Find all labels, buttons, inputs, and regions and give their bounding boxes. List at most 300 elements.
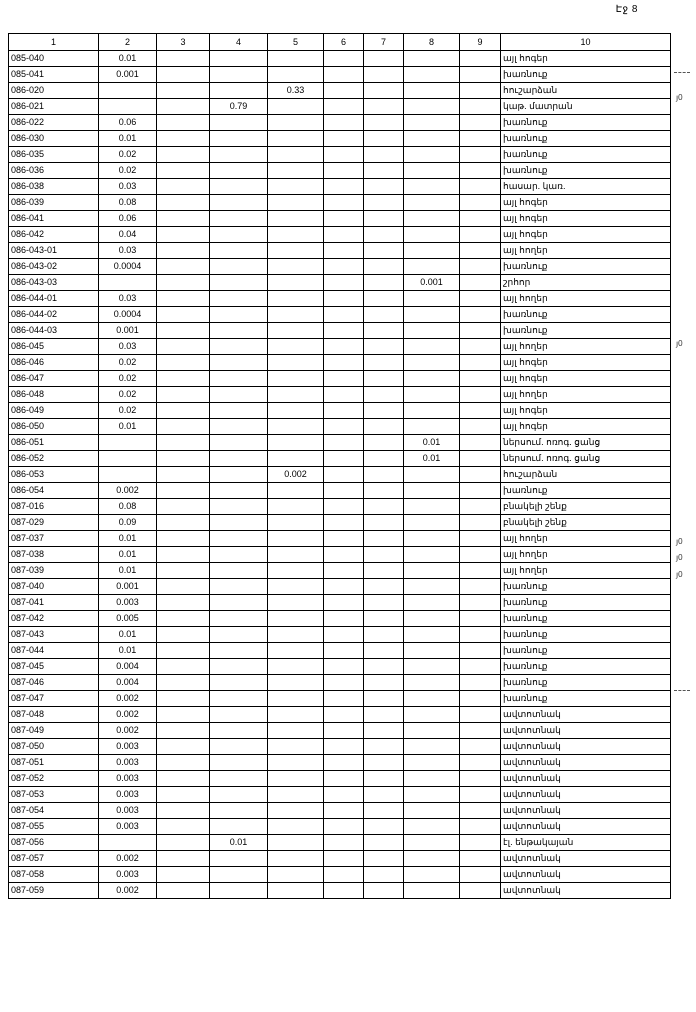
cell-parcel-code: 087-040 <box>9 579 99 595</box>
cell-value-2: 0.03 <box>99 179 157 195</box>
cell-parcel-code: 087-044 <box>9 643 99 659</box>
cell-value-2: 0.02 <box>99 403 157 419</box>
cell-parcel-code: 086-043-01 <box>9 243 99 259</box>
cell-parcel-code: 087-048 <box>9 707 99 723</box>
cell-value-3 <box>157 499 210 515</box>
table-row <box>9 131 671 147</box>
cell-value-7 <box>364 67 404 83</box>
cell-description: խառնուք <box>501 643 671 659</box>
cell-value-5 <box>268 51 324 67</box>
cell-value-6 <box>324 867 364 883</box>
cell-value-8 <box>404 83 460 99</box>
cell-value-7 <box>364 419 404 435</box>
cell-value-2: 0.003 <box>99 867 157 883</box>
table-row <box>9 451 671 467</box>
cell-value-5 <box>268 499 324 515</box>
cell-value-8 <box>404 67 460 83</box>
cell-value-8 <box>404 51 460 67</box>
cell-value-4 <box>210 707 268 723</box>
column-header-8: 8 <box>404 34 460 51</box>
table-row <box>9 707 671 723</box>
cell-value-3 <box>157 291 210 307</box>
table-row <box>9 819 671 835</box>
cell-value-4 <box>210 371 268 387</box>
table-row <box>9 739 671 755</box>
cell-value-4 <box>210 163 268 179</box>
cell-description: այլ հողեր <box>501 563 671 579</box>
cell-value-8 <box>404 179 460 195</box>
cell-value-7 <box>364 499 404 515</box>
cell-description: այլ հողեր <box>501 339 671 355</box>
cell-value-6 <box>324 371 364 387</box>
cell-value-3 <box>157 355 210 371</box>
cell-value-7 <box>364 131 404 147</box>
table-row <box>9 867 671 883</box>
cell-value-8 <box>404 643 460 659</box>
table-row <box>9 323 671 339</box>
cell-value-3 <box>157 675 210 691</box>
table-row <box>9 259 671 275</box>
cell-value-2: 0.03 <box>99 339 157 355</box>
cell-description: ներսում. ոռոգ. ցանց <box>501 451 671 467</box>
cell-value-2 <box>99 451 157 467</box>
cell-value-4 <box>210 851 268 867</box>
cell-value-9 <box>460 67 501 83</box>
cell-value-2: 0.004 <box>99 659 157 675</box>
cell-value-3 <box>157 275 210 291</box>
cell-value-8: 0.01 <box>404 435 460 451</box>
cell-description: այլ հոգեր <box>501 211 671 227</box>
cell-value-3 <box>157 787 210 803</box>
cell-value-4: 0.79 <box>210 99 268 115</box>
cell-value-2 <box>99 435 157 451</box>
cell-value-6 <box>324 403 364 419</box>
cell-parcel-code: 086-049 <box>9 403 99 419</box>
table-row <box>9 499 671 515</box>
cell-value-5 <box>268 675 324 691</box>
cell-parcel-code: 086-051 <box>9 435 99 451</box>
cell-value-7 <box>364 579 404 595</box>
cell-value-5 <box>268 147 324 163</box>
cell-value-4 <box>210 291 268 307</box>
cell-value-2: 0.08 <box>99 499 157 515</box>
table-header-row <box>9 34 671 51</box>
cell-value-3 <box>157 83 210 99</box>
cell-parcel-code: 087-058 <box>9 867 99 883</box>
cell-parcel-code: 086-036 <box>9 163 99 179</box>
cell-value-5 <box>268 243 324 259</box>
cell-value-2: 0.003 <box>99 755 157 771</box>
cell-value-3 <box>157 851 210 867</box>
table-row <box>9 531 671 547</box>
cell-value-5 <box>268 323 324 339</box>
cell-value-5 <box>268 643 324 659</box>
cell-value-8 <box>404 163 460 179</box>
cell-description: ավտոտնակ <box>501 707 671 723</box>
cell-value-2: 0.02 <box>99 147 157 163</box>
cell-value-4 <box>210 515 268 531</box>
cell-value-4 <box>210 131 268 147</box>
cell-value-2: 0.06 <box>99 115 157 131</box>
table-row <box>9 595 671 611</box>
cell-value-5 <box>268 387 324 403</box>
cell-parcel-code: 086-039 <box>9 195 99 211</box>
cell-value-9 <box>460 611 501 627</box>
cell-value-6 <box>324 611 364 627</box>
table-row <box>9 835 671 851</box>
cell-value-4 <box>210 611 268 627</box>
cell-value-7 <box>364 707 404 723</box>
cell-value-7 <box>364 739 404 755</box>
cell-description: խառնուք <box>501 675 671 691</box>
cell-parcel-code: 086-035 <box>9 147 99 163</box>
cell-description: այլ հողեր <box>501 547 671 563</box>
table-row <box>9 51 671 67</box>
cell-value-2: 0.0004 <box>99 307 157 323</box>
cell-value-5 <box>268 771 324 787</box>
column-header-1: 1 <box>9 34 99 51</box>
cell-value-4 <box>210 691 268 707</box>
cell-value-3 <box>157 323 210 339</box>
cell-description: ավտոտնակ <box>501 739 671 755</box>
table-row <box>9 851 671 867</box>
cell-value-9 <box>460 211 501 227</box>
cell-value-8: 0.001 <box>404 275 460 291</box>
cell-value-7 <box>364 867 404 883</box>
cell-value-7 <box>364 611 404 627</box>
table-row <box>9 163 671 179</box>
cell-parcel-code: 087-046 <box>9 675 99 691</box>
cell-description: խառնուք <box>501 627 671 643</box>
cell-value-9 <box>460 755 501 771</box>
cell-value-9 <box>460 643 501 659</box>
cell-value-2 <box>99 83 157 99</box>
margin-note: յ0 <box>676 553 683 562</box>
cell-value-6 <box>324 739 364 755</box>
cell-parcel-code: 087-037 <box>9 531 99 547</box>
cell-value-4 <box>210 227 268 243</box>
cell-parcel-code: 087-042 <box>9 611 99 627</box>
cell-value-5 <box>268 179 324 195</box>
cell-value-4: 0.01 <box>210 835 268 851</box>
cell-description: խառնուք <box>501 115 671 131</box>
cell-value-4 <box>210 659 268 675</box>
cell-value-2: 0.02 <box>99 387 157 403</box>
cell-value-9 <box>460 275 501 291</box>
cell-value-2: 0.01 <box>99 131 157 147</box>
cell-parcel-code: 087-029 <box>9 515 99 531</box>
cell-value-3 <box>157 451 210 467</box>
cell-value-6 <box>324 835 364 851</box>
table-row <box>9 211 671 227</box>
cell-value-8 <box>404 339 460 355</box>
cell-value-2: 0.02 <box>99 163 157 179</box>
cell-value-9 <box>460 707 501 723</box>
cell-value-3 <box>157 227 210 243</box>
cell-parcel-code: 086-044-01 <box>9 291 99 307</box>
cell-value-9 <box>460 451 501 467</box>
cell-value-4 <box>210 147 268 163</box>
cell-value-6 <box>324 499 364 515</box>
cell-value-2: 0.02 <box>99 371 157 387</box>
cell-value-5 <box>268 835 324 851</box>
cell-value-5 <box>268 691 324 707</box>
cell-value-4 <box>210 771 268 787</box>
cell-value-5 <box>268 563 324 579</box>
cell-value-9 <box>460 867 501 883</box>
cell-value-6 <box>324 83 364 99</box>
cell-value-8 <box>404 691 460 707</box>
table-row <box>9 307 671 323</box>
cell-value-3 <box>157 131 210 147</box>
cell-value-5 <box>268 515 324 531</box>
cell-description: այլ հոգեր <box>501 195 671 211</box>
table-row <box>9 403 671 419</box>
cell-value-2: 0.01 <box>99 51 157 67</box>
cell-description: խառնուք <box>501 259 671 275</box>
cell-value-8 <box>404 211 460 227</box>
cell-value-3 <box>157 387 210 403</box>
cell-value-9 <box>460 115 501 131</box>
cell-value-8 <box>404 803 460 819</box>
cell-parcel-code: 086-046 <box>9 355 99 371</box>
land-registry-table <box>8 33 671 899</box>
cell-value-9 <box>460 803 501 819</box>
cell-value-5 <box>268 131 324 147</box>
cell-description: այլ հոգեր <box>501 227 671 243</box>
cell-parcel-code: 086-045 <box>9 339 99 355</box>
cell-value-7 <box>364 835 404 851</box>
cell-value-5 <box>268 707 324 723</box>
cell-value-3 <box>157 883 210 899</box>
cell-value-2: 0.03 <box>99 243 157 259</box>
cell-value-6 <box>324 451 364 467</box>
cell-value-9 <box>460 403 501 419</box>
table-row <box>9 435 671 451</box>
cell-value-3 <box>157 547 210 563</box>
cell-value-8 <box>404 627 460 643</box>
cell-value-8 <box>404 675 460 691</box>
cell-parcel-code: 087-016 <box>9 499 99 515</box>
cell-value-9 <box>460 387 501 403</box>
cell-value-3 <box>157 339 210 355</box>
cell-parcel-code: 087-059 <box>9 883 99 899</box>
cell-value-2 <box>99 467 157 483</box>
cell-value-4 <box>210 547 268 563</box>
cell-value-3 <box>157 211 210 227</box>
cell-parcel-code: 087-041 <box>9 595 99 611</box>
cell-parcel-code: 086-041 <box>9 211 99 227</box>
cell-value-9 <box>460 355 501 371</box>
table-row <box>9 355 671 371</box>
cell-description: ավտոտնակ <box>501 771 671 787</box>
cell-value-3 <box>157 67 210 83</box>
cell-description: հուշարձան <box>501 83 671 99</box>
margin-dash-1 <box>674 72 690 73</box>
cell-parcel-code: 087-047 <box>9 691 99 707</box>
cell-value-5: 0.002 <box>268 467 324 483</box>
cell-value-4 <box>210 355 268 371</box>
cell-value-4 <box>210 627 268 643</box>
cell-description: խառնուք <box>501 579 671 595</box>
cell-value-7 <box>364 371 404 387</box>
cell-parcel-code: 086-021 <box>9 99 99 115</box>
cell-value-4 <box>210 531 268 547</box>
cell-value-2: 0.001 <box>99 323 157 339</box>
table-row <box>9 115 671 131</box>
cell-value-4 <box>210 387 268 403</box>
cell-value-5 <box>268 419 324 435</box>
cell-value-7 <box>364 643 404 659</box>
cell-value-9 <box>460 883 501 899</box>
cell-value-2: 0.002 <box>99 851 157 867</box>
cell-value-9 <box>460 131 501 147</box>
cell-value-2: 0.01 <box>99 643 157 659</box>
cell-value-7 <box>364 387 404 403</box>
table-row <box>9 419 671 435</box>
cell-value-5 <box>268 275 324 291</box>
column-header-5: 5 <box>268 34 324 51</box>
cell-parcel-code: 086-048 <box>9 387 99 403</box>
cell-value-7 <box>364 803 404 819</box>
cell-value-7 <box>364 243 404 259</box>
margin-dash-2 <box>674 690 690 691</box>
cell-value-4 <box>210 579 268 595</box>
cell-value-4 <box>210 883 268 899</box>
cell-value-9 <box>460 515 501 531</box>
cell-value-4 <box>210 467 268 483</box>
cell-value-8 <box>404 147 460 163</box>
cell-value-6 <box>324 163 364 179</box>
cell-value-5 <box>268 195 324 211</box>
cell-description: այլ հոգեր <box>501 419 671 435</box>
cell-value-4 <box>210 403 268 419</box>
cell-value-9 <box>460 371 501 387</box>
cell-parcel-code: 086-038 <box>9 179 99 195</box>
cell-value-9 <box>460 627 501 643</box>
cell-value-5 <box>268 227 324 243</box>
cell-value-7 <box>364 179 404 195</box>
cell-value-5 <box>268 611 324 627</box>
cell-value-3 <box>157 691 210 707</box>
cell-value-7 <box>364 787 404 803</box>
cell-description: խառնուք <box>501 323 671 339</box>
cell-value-7 <box>364 627 404 643</box>
cell-value-2: 0.08 <box>99 195 157 211</box>
cell-value-3 <box>157 243 210 259</box>
cell-value-2: 0.003 <box>99 787 157 803</box>
cell-value-9 <box>460 563 501 579</box>
cell-value-6 <box>324 275 364 291</box>
cell-value-2: 0.003 <box>99 739 157 755</box>
cell-value-4 <box>210 115 268 131</box>
cell-value-6 <box>324 515 364 531</box>
cell-value-6 <box>324 291 364 307</box>
cell-value-4 <box>210 435 268 451</box>
cell-description: կաթ. մատրան <box>501 99 671 115</box>
cell-parcel-code: 086-030 <box>9 131 99 147</box>
cell-parcel-code: 086-022 <box>9 115 99 131</box>
cell-value-7 <box>364 355 404 371</box>
cell-value-4 <box>210 867 268 883</box>
table-row <box>9 755 671 771</box>
cell-value-7 <box>364 211 404 227</box>
cell-value-6 <box>324 307 364 323</box>
cell-value-7 <box>364 851 404 867</box>
cell-value-5 <box>268 403 324 419</box>
cell-value-9 <box>460 339 501 355</box>
cell-value-8 <box>404 707 460 723</box>
page-number-label: Էջ 8 <box>615 4 638 15</box>
cell-value-4 <box>210 563 268 579</box>
cell-value-7 <box>364 339 404 355</box>
cell-value-2: 0.003 <box>99 595 157 611</box>
cell-value-8 <box>404 883 460 899</box>
cell-value-9 <box>460 851 501 867</box>
cell-parcel-code: 086-044-03 <box>9 323 99 339</box>
cell-description: այլ հողեր <box>501 531 671 547</box>
cell-value-5 <box>268 67 324 83</box>
cell-value-6 <box>324 51 364 67</box>
cell-value-6 <box>324 131 364 147</box>
cell-description: այլ հոգեր <box>501 371 671 387</box>
cell-value-6 <box>324 819 364 835</box>
cell-value-3 <box>157 579 210 595</box>
cell-value-2: 0.002 <box>99 883 157 899</box>
cell-parcel-code: 086-054 <box>9 483 99 499</box>
cell-value-5 <box>268 627 324 643</box>
cell-description: ավտոտնակ <box>501 819 671 835</box>
column-header-9: 9 <box>460 34 501 51</box>
cell-description: խառնուք <box>501 595 671 611</box>
cell-value-6 <box>324 531 364 547</box>
cell-value-3 <box>157 163 210 179</box>
cell-parcel-code: 085-040 <box>9 51 99 67</box>
column-header-7: 7 <box>364 34 404 51</box>
cell-value-6 <box>324 115 364 131</box>
cell-value-8 <box>404 579 460 595</box>
cell-value-3 <box>157 147 210 163</box>
cell-value-4 <box>210 451 268 467</box>
cell-description: այլ հոգեր <box>501 355 671 371</box>
cell-value-7 <box>364 659 404 675</box>
cell-value-5 <box>268 803 324 819</box>
cell-value-5 <box>268 867 324 883</box>
cell-value-2: 0.004 <box>99 675 157 691</box>
cell-value-7 <box>364 115 404 131</box>
cell-parcel-code: 087-045 <box>9 659 99 675</box>
cell-value-8 <box>404 467 460 483</box>
cell-value-5 <box>268 595 324 611</box>
cell-value-5 <box>268 307 324 323</box>
cell-description: խառնուք <box>501 67 671 83</box>
cell-value-5 <box>268 115 324 131</box>
cell-parcel-code: 086-043-03 <box>9 275 99 291</box>
cell-value-2: 0.005 <box>99 611 157 627</box>
cell-value-8 <box>404 515 460 531</box>
cell-value-3 <box>157 867 210 883</box>
table-row <box>9 547 671 563</box>
cell-description: ավտոտնակ <box>501 851 671 867</box>
table-row <box>9 83 671 99</box>
cell-value-7 <box>364 771 404 787</box>
table-row <box>9 99 671 115</box>
cell-value-4 <box>210 419 268 435</box>
cell-value-7 <box>364 451 404 467</box>
cell-value-6 <box>324 851 364 867</box>
cell-value-3 <box>157 723 210 739</box>
cell-value-7 <box>364 547 404 563</box>
